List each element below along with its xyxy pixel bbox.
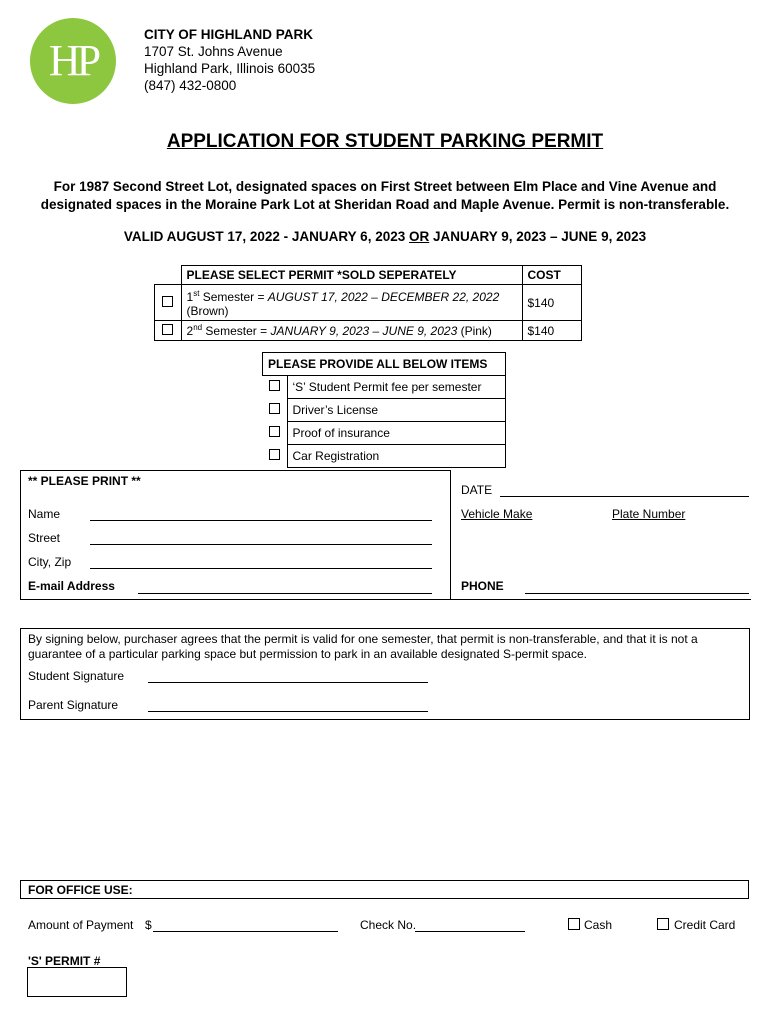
permit-2nd-checkbox[interactable] (162, 324, 173, 335)
city-logo (30, 18, 116, 104)
logo-text: HP (48, 36, 98, 85)
validity-part-2: JANUARY 9, 2023 – JUNE 9, 2023 (429, 229, 647, 244)
student-signature-input[interactable] (148, 682, 428, 683)
please-print-heading: ** PLEASE PRINT ** (28, 474, 141, 488)
permit-1st-label: Semester = (199, 290, 268, 304)
name-label: Name (28, 507, 61, 521)
item-checkbox-cell (263, 399, 288, 422)
agreement-text: By signing below, purchaser agrees that the permit is valid for one semester, that permit is non-transferable, and that it is not a guarantee of a particular parking space but permission to park in an available designated S-permit space. (28, 632, 698, 661)
permit-1st-cost: $140 (522, 285, 581, 321)
item-drivers-license: Driver’s License (287, 399, 506, 422)
print-section (20, 470, 751, 600)
item-student-permit-fee: ‘S’ Student Permit fee per semester (287, 376, 506, 399)
intro-line-2: designated spaces in the Moraine Park Lot at Sheridan Road and Maple Avenue. Permit is non-transferable. (40, 197, 730, 212)
item-proof-of-insurance-checkbox[interactable] (269, 426, 280, 437)
email-label: E-mail Address (28, 579, 115, 593)
permit-selection-table (154, 265, 582, 341)
cash-label: Cash (584, 918, 613, 932)
validity-dates (0, 229, 770, 244)
vehicle-make-label[interactable]: Vehicle Make (461, 507, 533, 521)
permit-1st-color: (Brown) (186, 304, 229, 318)
print-section-divider (450, 470, 451, 600)
permit-2nd-ordinal: 2 (186, 324, 194, 338)
permit-row-2nd (181, 321, 522, 341)
city-name: CITY OF HIGHLAND PARK (144, 27, 314, 42)
permit-2nd-cost: $140 (522, 321, 581, 341)
permit-2nd-suffix: nd (193, 323, 203, 332)
item-checkbox-cell (263, 445, 288, 468)
permit-2nd-dates: JANUARY 9, 2023 – JUNE 9, 2023 (270, 324, 458, 338)
permit-2nd-color: (Pink) (457, 324, 492, 338)
print-section-top-left (20, 470, 450, 471)
amount-of-payment-input[interactable] (153, 931, 338, 932)
permit-1st-suffix: st (193, 289, 200, 298)
permit-header-spacer (155, 266, 182, 285)
city-street: 1707 St. Johns Avenue (144, 44, 283, 59)
plate-number-label[interactable]: Plate Number (612, 507, 686, 521)
student-signature-label: Student Signature (28, 669, 125, 683)
city-phone: (847) 432-0800 (144, 78, 237, 93)
check-no-label: Check No. (360, 918, 417, 932)
amount-of-payment-label: Amount of Payment (28, 918, 134, 932)
credit-card-checkbox[interactable] (657, 918, 669, 930)
validity-or: OR (408, 229, 430, 244)
city-address-block (144, 26, 315, 94)
required-items-table (262, 352, 506, 468)
permit-2nd-label: Semester = (202, 324, 271, 338)
date-input[interactable] (500, 496, 749, 497)
validity-part-1: VALID AUGUST 17, 2022 - JANUARY 6, 2023 (123, 229, 409, 244)
item-checkbox-cell (263, 422, 288, 445)
item-student-permit-fee-checkbox[interactable] (269, 380, 280, 391)
date-label: DATE (461, 483, 493, 497)
cash-checkbox[interactable] (568, 918, 580, 930)
permit-checkbox-cell (155, 321, 182, 341)
item-car-registration: Car Registration (287, 445, 506, 468)
name-input[interactable] (90, 520, 432, 521)
city-zip-input[interactable] (90, 568, 432, 569)
email-input[interactable] (138, 593, 432, 594)
permit-1st-checkbox[interactable] (162, 296, 173, 307)
street-label: Street (28, 531, 61, 545)
item-drivers-license-checkbox[interactable] (269, 403, 280, 414)
item-proof-of-insurance: Proof of insurance (287, 422, 506, 445)
dollar-sign: $ (145, 918, 152, 932)
s-permit-label: 'S' PERMIT # (28, 954, 101, 968)
permit-1st-ordinal: 1 (186, 290, 194, 304)
phone-input[interactable] (525, 593, 749, 594)
s-permit-input[interactable] (27, 967, 127, 997)
permit-1st-dates: AUGUST 17, 2022 – DECEMBER 22, 2022 (267, 290, 500, 304)
permit-header-select: PLEASE SELECT PERMIT *SOLD SEPERATELY (181, 266, 522, 285)
permit-header-cost: COST (522, 266, 581, 285)
phone-label: PHONE (461, 579, 504, 593)
permit-checkbox-cell (155, 285, 182, 321)
parent-signature-label: Parent Signature (28, 698, 119, 712)
intro-text (20, 178, 750, 214)
city-state-zip: Highland Park, Illinois 60035 (144, 61, 316, 76)
office-use-heading: FOR OFFICE USE: (28, 883, 133, 897)
check-no-input[interactable] (415, 931, 525, 932)
items-header: PLEASE PROVIDE ALL BELOW ITEMS (263, 353, 506, 376)
parent-signature-input[interactable] (148, 711, 428, 712)
intro-line-1: For 1987 Second Street Lot, designated spaces on First Street between Elm Place and Vine Avenue and (53, 179, 717, 194)
permit-row-1st (181, 285, 522, 321)
credit-card-label: Credit Card (674, 918, 736, 932)
item-checkbox-cell (263, 376, 288, 399)
city-zip-label: City, Zip (28, 555, 72, 569)
page-title: APPLICATION FOR STUDENT PARKING PERMIT (166, 131, 604, 152)
street-input[interactable] (90, 544, 432, 545)
item-car-registration-checkbox[interactable] (269, 449, 280, 460)
